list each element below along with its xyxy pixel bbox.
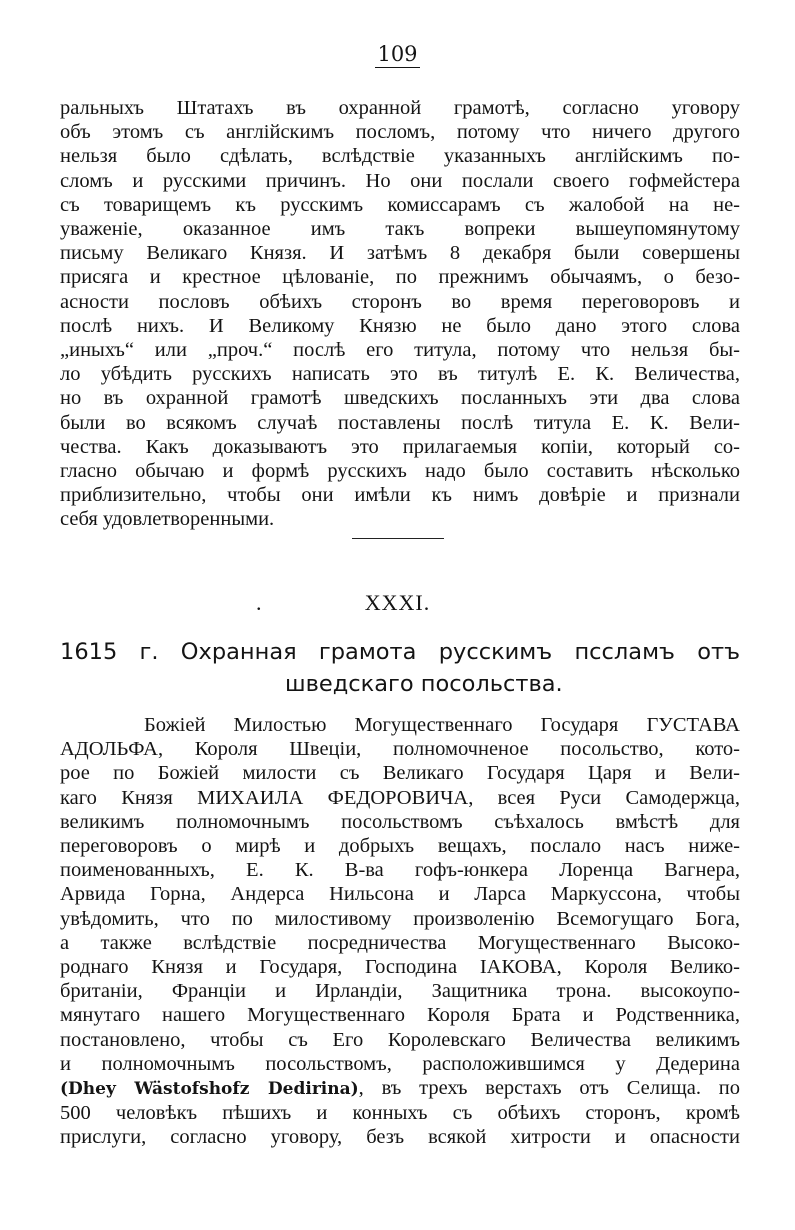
text-line: себя удовлетворенными. (60, 508, 275, 531)
text-line: присяга и крестное цѣлованіе, по прежнимъ обычаямъ, о безо- (60, 266, 740, 289)
text-line: послѣ нихъ. И Великому Князю не было дано этого слова (60, 314, 740, 337)
text-line: 500 человѣкъ пѣшихъ и конныхъ съ обѣихъ сторонъ, кромѣ (60, 1102, 740, 1125)
text-line: каго Князя МИХАИЛА ФЕДОРОВИЧА, всея Руси Самодержца, (60, 786, 740, 809)
text-line: поименованныхъ, Е. К. В-ва гофъ-юнкера Лоренца Вагнера, (60, 859, 740, 882)
heading-line-1: 1615 г. Охранная грамота русскимъ пссламъ отъ (60, 639, 740, 665)
text-line: асности пословъ обѣихъ сторонъ во время переговоровъ и (60, 290, 740, 313)
text-line: сломъ и русскими причинъ. Но они послали своего гофмейстера (60, 169, 740, 192)
text-line: и полномочнымъ посольствомъ, расположившимся у Дедерина (60, 1052, 740, 1075)
section-number (0, 590, 795, 616)
text-line: уваженіе, оказанное имъ такъ вопреки вышеупомянутому (60, 218, 740, 241)
text-line: гласно обычаю и формѣ русскихъ надо было составить нѣсколько (60, 460, 740, 483)
text-line: объ этомъ съ англійскимъ посломъ, потому что ничего другого (60, 121, 740, 144)
page-number: 109 (377, 42, 418, 66)
charter-text (60, 713, 740, 1150)
text-line: увѣдомить, что по милостивому произволенію Всемогущаго Бога, (60, 907, 740, 930)
text-line: великимъ полномочнымъ посольствомъ съѣхалось вмѣстѣ для (60, 810, 740, 833)
text-line: постановлено, чтобы съ Его Королевскаго Величества великимъ (60, 1028, 740, 1051)
text-line: ло убѣдить русскихъ написать это въ титулѣ Е. К. Величества, (60, 363, 740, 386)
text-line: роднаго Князя и Государя, Господина ІАКОВА, Короля Велико- (60, 956, 740, 979)
heading-line-2: шведскаго посольства. (285, 671, 563, 697)
text-line: съ товарищемъ къ русскимъ комиссарамъ съ жалобой на не- (60, 193, 740, 216)
text-line: Божіей Милостью Могущественнаго Государя ГУСТАВА (144, 714, 740, 736)
latin-place-name: (Dhey Wästofshofz Dedirina) (60, 1079, 359, 1100)
text-line: а также вслѣдствіе посредничества Могущественнаго Высоко- (60, 931, 740, 954)
text-line: приблизительно, чтобы они имѣли къ нимъ довѣріе и признали (60, 484, 740, 507)
text-line: АДОЛЬФА, Короля Швеціи, полномочненое посольство, кото- (60, 738, 740, 761)
text-line: письму Великаго Князя. И затѣмъ 8 декабря были совершены (60, 242, 740, 265)
text-line-mixed (60, 1076, 740, 1101)
text-line: рое по Божіей милости съ Великаго Государя Царя и Вели- (60, 762, 740, 785)
text-line: британіи, Франціи и Ирландіи, Защитника трона. высокоупо- (60, 980, 740, 1003)
section-numeral: XXXI. (364, 590, 431, 615)
document-heading (60, 636, 740, 700)
text-line: прислуги, согласно уговору, безъ всякой хитрости и опасности (60, 1126, 740, 1149)
text-line: но въ охранной грамотѣ шведскихъ посланныхъ эти два слова (60, 387, 740, 410)
text-line: „иныхъ“ или „проч.“ послѣ его титула, потому что нельзя бы- (60, 339, 740, 362)
text-line: переговоровъ о мирѣ и добрыхъ вещахъ, послало насъ ниже- (60, 835, 740, 858)
text-fragment: , въ трехъ верстахъ отъ Селища. по (358, 1077, 740, 1100)
text-line: нельзя было сдѣлать, вслѣдствіе указанныхъ англійскимъ по- (60, 145, 740, 168)
paragraph-continuation (60, 96, 740, 532)
stray-dot: . (256, 590, 263, 615)
text-line: были во всякомъ случаѣ поставлены послѣ титула Е. К. Вели- (60, 411, 740, 434)
text-line: ральныхъ Штатахъ въ охранной грамотѣ, согласно уговору (60, 97, 740, 119)
text-line: мянутаго нашего Могущественнаго Короля Брата и Родственника, (60, 1004, 740, 1027)
text-line: Арвида Горна, Андерса Нильсона и Ларса Маркуссона, чтобы (60, 883, 740, 906)
text-line: чества. Какъ доказываютъ это прилагаемыя копіи, который со- (60, 435, 740, 458)
section-divider (352, 538, 444, 539)
